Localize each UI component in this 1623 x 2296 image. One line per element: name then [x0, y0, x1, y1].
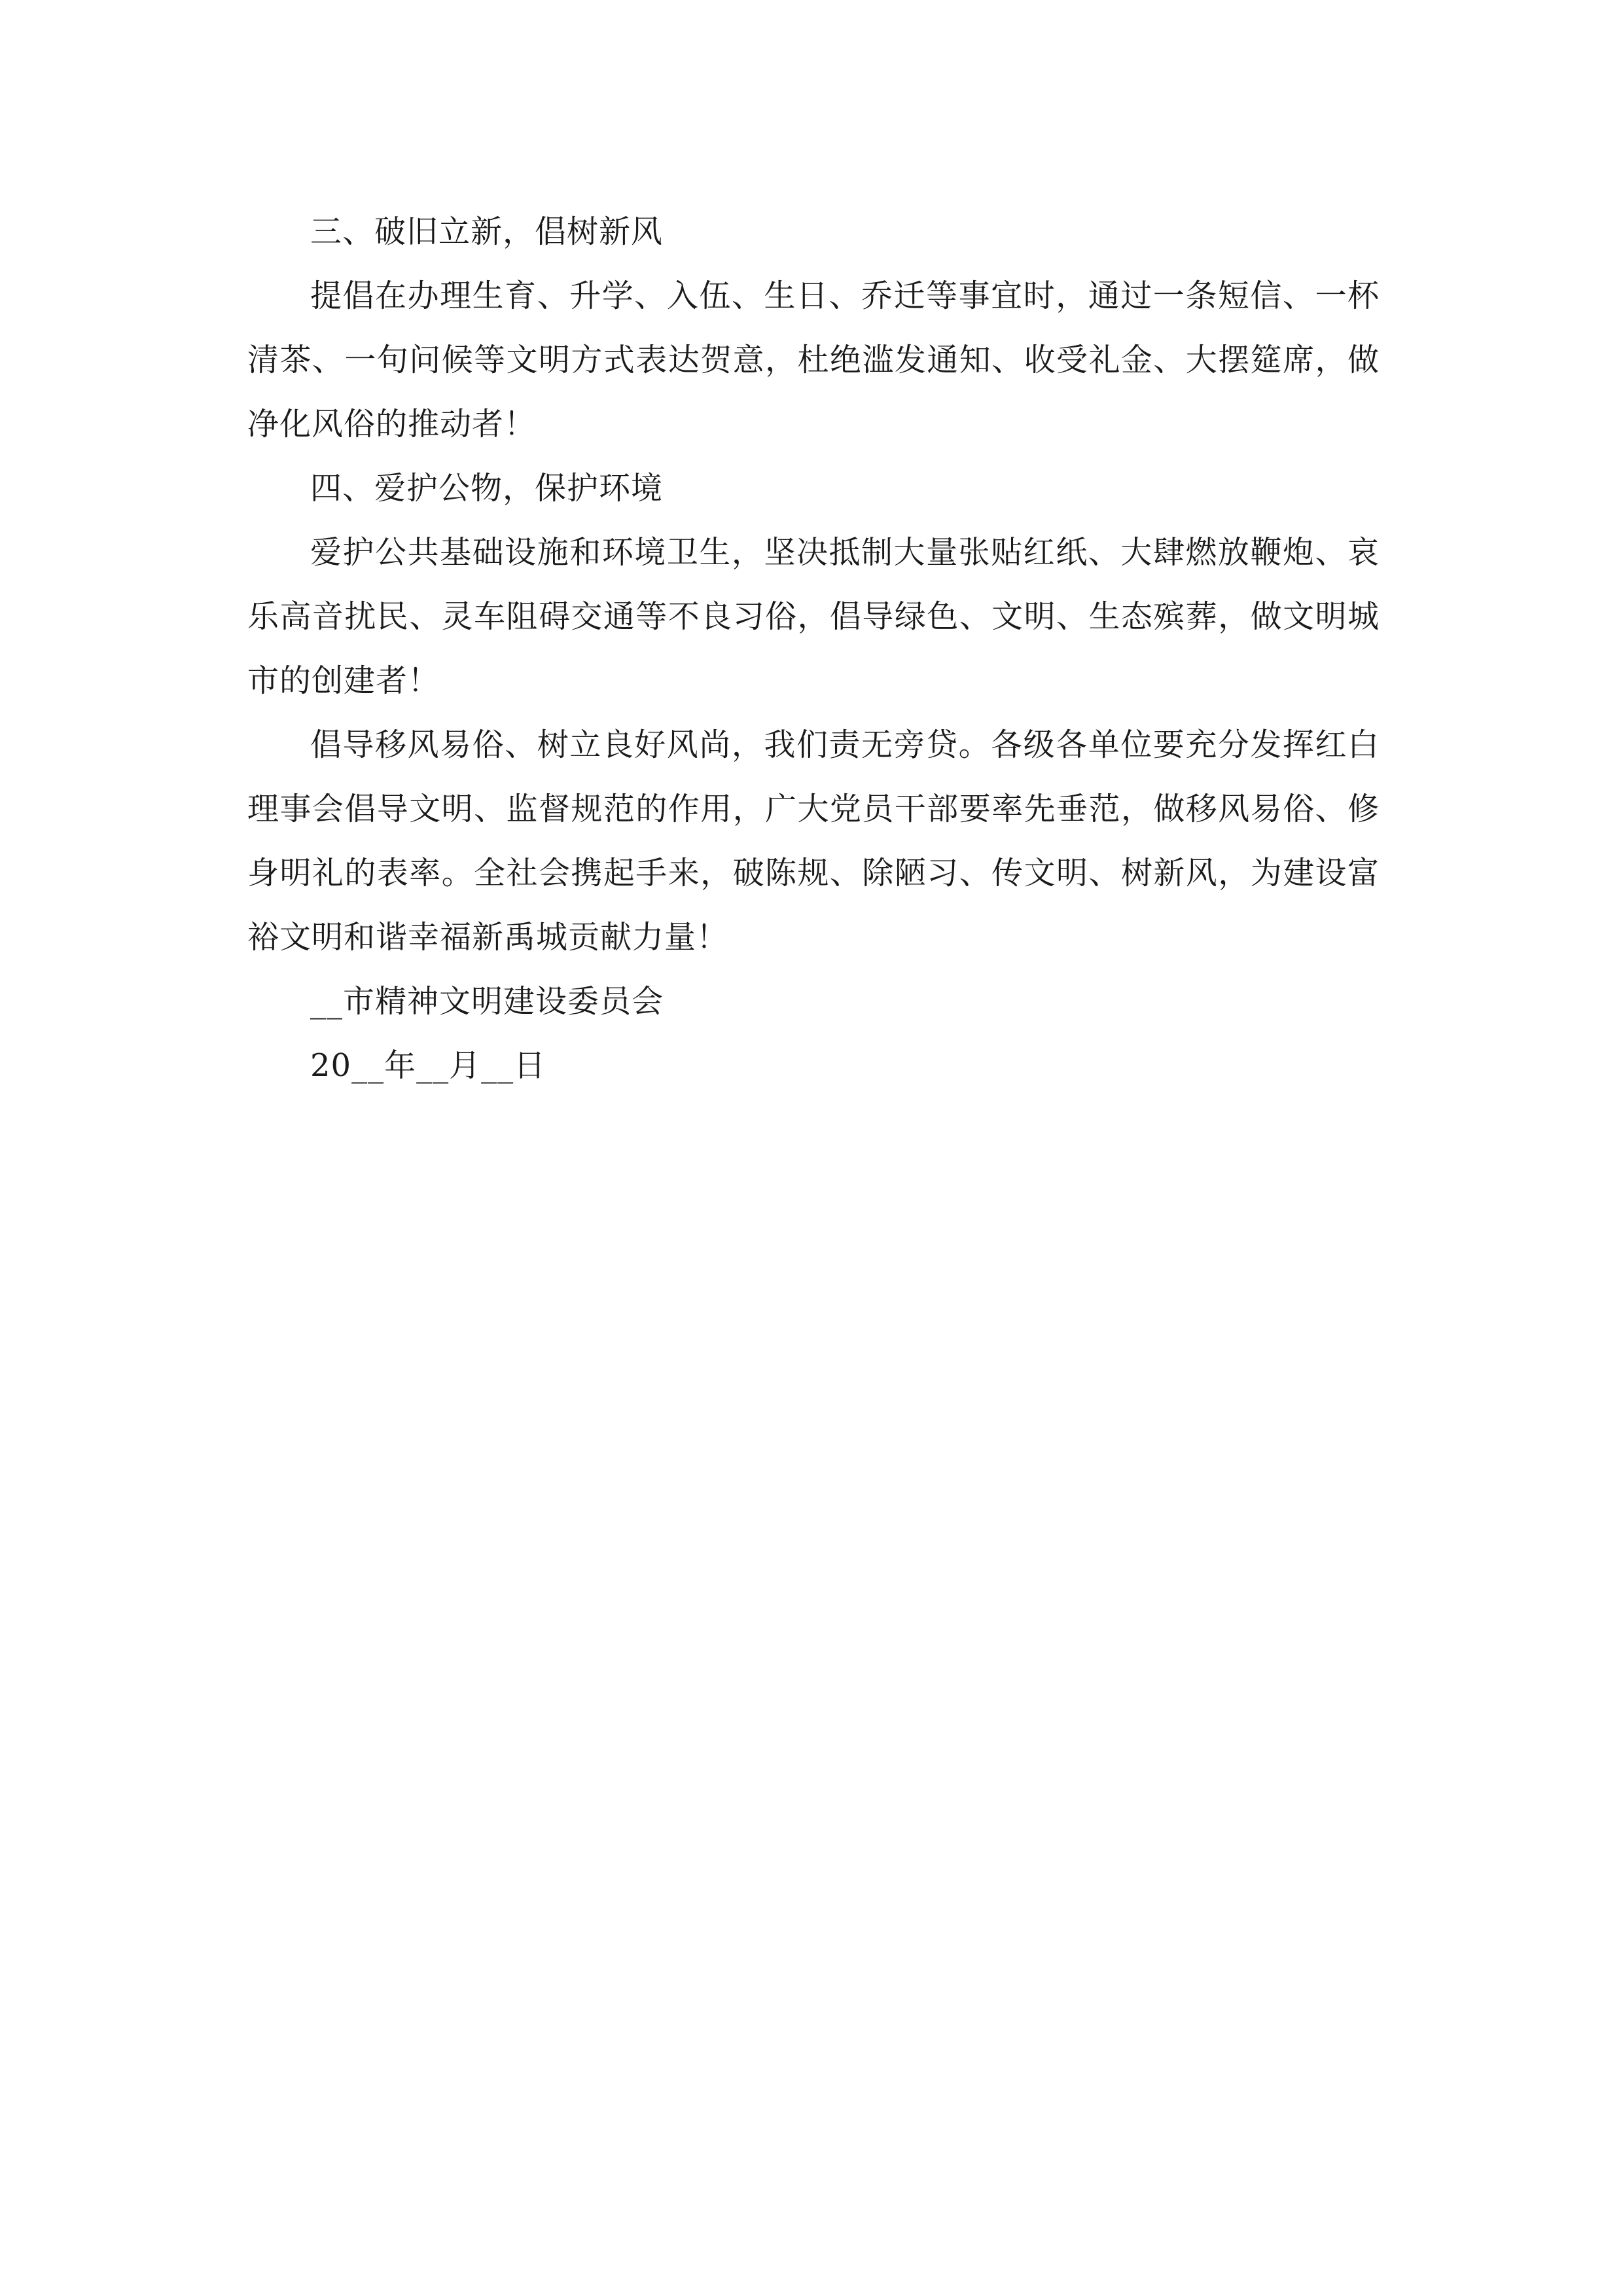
- signature-date: 20__年__月__日: [310, 1047, 546, 1084]
- paragraph-environment: 爱护公共基础设施和环境卫生，坚决抵制大量张贴红纸、大肆燃放鞭炮、哀乐高音扰民、灵车阻碍交通等不良习俗，倡导绿色、文明、生态殡葬，做文明城市的创建者！: [247, 534, 1380, 699]
- section-heading-4: 四、爱护公物，保护环境: [310, 470, 664, 507]
- paragraph-celebrations: 提倡在办理生育、升学、入伍、生日、乔迁等事宜时，通过一条短信、一杯清茶、一句问候等文明方式表达贺意，杜绝滥发通知、收受礼金、大摆筵席，做净化风俗的推动者！: [247, 278, 1380, 442]
- paragraph-closing: 倡导移风易俗、树立良好风尚，我们责无旁贷。各级各单位要充分发挥红白理事会倡导文明、监督规范的作用，广大党员干部要率先垂范，做移风易俗、修身明礼的表率。全社会携起手来，破陈规、除陋习、传文明、树新风，为建设富裕文明和谐幸福新禹城贡献力量！: [247, 726, 1380, 956]
- signature-committee: __市精神文明建设委员会: [310, 983, 664, 1020]
- document-body: [247, 200, 1380, 1098]
- section-heading-3: 三、破旧立新，倡树新风: [310, 213, 664, 250]
